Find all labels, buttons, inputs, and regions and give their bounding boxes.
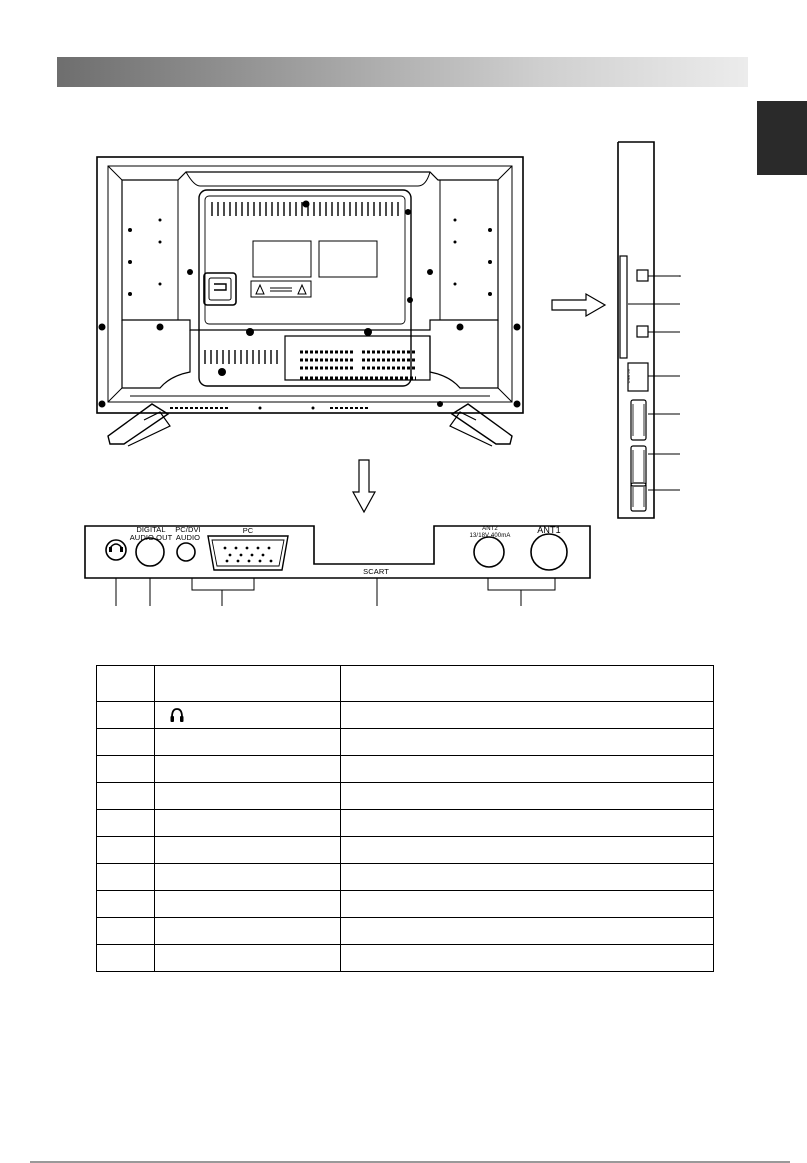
table-row [97, 945, 714, 972]
table-cell [341, 864, 714, 891]
ant1-label: ANT1 [537, 525, 561, 535]
table-cell [341, 837, 714, 864]
table-cell [155, 891, 341, 918]
table-cell [341, 756, 714, 783]
pc-dvi-audio-label: PC/DVI AUDIO [175, 525, 201, 542]
table-row [97, 864, 714, 891]
table-cell [341, 891, 714, 918]
table-row [97, 783, 714, 810]
table-cell [97, 783, 155, 810]
table-cell [155, 666, 341, 702]
table-cell [155, 702, 341, 729]
table-cell [97, 666, 155, 702]
table-cell [155, 783, 341, 810]
table-cell [155, 837, 341, 864]
table-cell [341, 666, 714, 702]
table-cell [155, 729, 341, 756]
usb-label: USB 5V [626, 368, 631, 384]
table-row [97, 810, 714, 837]
table-row [97, 891, 714, 918]
arrow-down-icon [353, 460, 375, 512]
table-cell [97, 810, 155, 837]
digital-audio-out-label: DIGITAL AUDIO OUT [129, 525, 173, 542]
table-cell [155, 810, 341, 837]
table-cell [155, 945, 341, 972]
pc-port-label: PC [242, 526, 254, 535]
table-cell [97, 756, 155, 783]
table-cell [341, 810, 714, 837]
connector-spec-table [96, 665, 714, 972]
table-cell [97, 918, 155, 945]
table-row [97, 729, 714, 756]
table-cell [155, 918, 341, 945]
table-cell [341, 918, 714, 945]
side-connector-panel [618, 142, 654, 518]
scart-label: SCART [363, 567, 389, 576]
table-row [97, 756, 714, 783]
table-cell [97, 891, 155, 918]
table-cell [341, 729, 714, 756]
table-cell [97, 864, 155, 891]
table-cell [97, 702, 155, 729]
headphone-icon [169, 706, 185, 724]
table-row [97, 702, 714, 729]
ant2-label: ANT2 13/18V 400mA [469, 526, 511, 539]
table-cell [155, 756, 341, 783]
table-cell [97, 837, 155, 864]
table-cell [155, 864, 341, 891]
table-cell [341, 783, 714, 810]
table-cell [341, 702, 714, 729]
table-cell [97, 945, 155, 972]
table-row [97, 666, 714, 702]
table-row [97, 918, 714, 945]
table-cell [341, 945, 714, 972]
arrow-right-icon [552, 294, 605, 316]
table-cell [97, 729, 155, 756]
table-row [97, 837, 714, 864]
